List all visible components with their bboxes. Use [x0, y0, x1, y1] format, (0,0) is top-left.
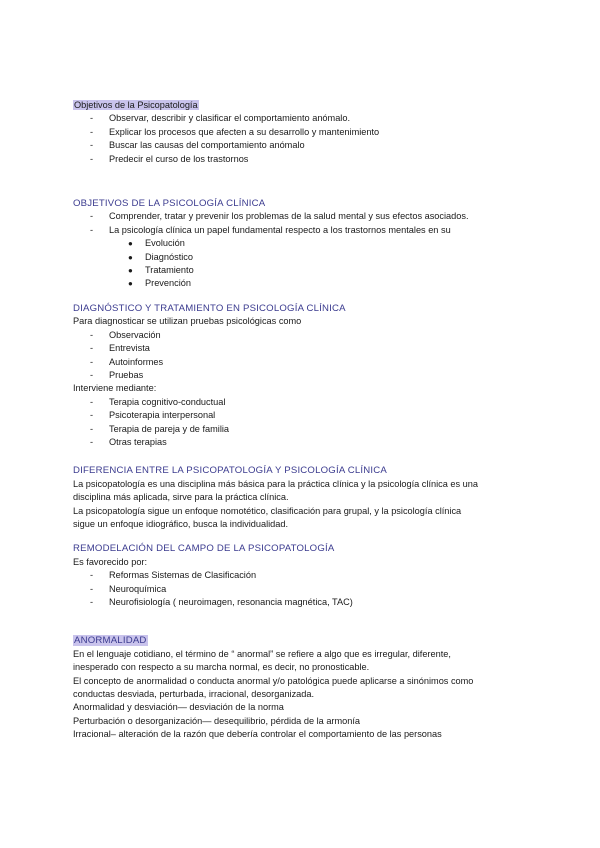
list-item-text: Observación: [109, 329, 161, 340]
document-body: [73, 99, 573, 742]
remodelacion-intro: Es favorecido por:: [73, 556, 148, 567]
list-item: [73, 409, 573, 422]
heading-anormalidad: ANORMALIDAD: [74, 635, 147, 647]
sub-list-item-text: Tratamiento: [145, 265, 194, 276]
dash-marker: -: [90, 396, 94, 407]
diferencia-line: La psicopatología sigue un enfoque nomotético, clasificación para grupal, y la psicología clínica: [73, 505, 462, 516]
list-item: [73, 329, 573, 342]
list-item-text: Neuroquímica: [109, 583, 167, 594]
bullet-marker: ●: [128, 266, 133, 276]
anormalidad-line: Anormalidad y desviación— desviación de la norma: [73, 702, 284, 713]
dash-marker: -: [90, 224, 94, 235]
anormalidad-line: conductas desviada, perturbada, irracional, desorganizada.: [73, 689, 315, 700]
anormalidad-line: Irracional– alteración de la razón que debería controlar el comportamiento de las personas: [73, 729, 442, 740]
dash-marker: -: [90, 369, 94, 380]
anormalidad-line: Perturbación o desorganización— desequilibrio, pérdida de la armonía: [73, 715, 361, 726]
diferencia-line: La psicopatología es una disciplina más básica para la práctica clínica y la psicología clínica es una: [73, 478, 478, 489]
diagnostico-intro: Para diagnosticar se utilizan pruebas psicológicas como: [73, 316, 302, 327]
list-item: [73, 139, 573, 152]
sub-list-item: [73, 237, 573, 250]
list-item: [73, 210, 573, 223]
list-item: [73, 153, 573, 166]
sub-list-item: [73, 277, 573, 290]
list-item-text: Pruebas: [109, 369, 144, 380]
list-item: [73, 224, 573, 237]
list-item-text: Neurofisiología ( neuroimagen, resonancia magnética, TAC): [109, 597, 353, 607]
list-item-text: Buscar las causas del comportamiento anómalo: [109, 140, 305, 151]
anormalidad-line: En el lenguaje cotidiano, el término de “ anormal” se refiere a algo que es irregular, diferente,: [73, 648, 451, 659]
dash-marker: -: [90, 126, 94, 137]
anormalidad-line: inesperado con respecto a su marcha normal, es decir, no pronosticable.: [73, 662, 370, 673]
dash-marker: -: [90, 153, 94, 164]
sub-list-item: [73, 251, 573, 264]
diferencia-line: sigue un enfoque idiográfico, busca la individualidad.: [73, 518, 289, 529]
dash-marker: -: [90, 436, 94, 447]
list-item-text: Entrevista: [109, 343, 150, 354]
bullet-marker: ●: [128, 279, 133, 289]
dash-marker: -: [90, 410, 94, 421]
sub-list-item-text: Evolución: [145, 238, 185, 249]
list-item-text: La psicología clínica un papel fundamental respecto a los trastornos mentales en su: [109, 224, 451, 235]
heading-diferencia: DIFERENCIA ENTRE LA PSICOPATOLOGÍA Y PSICOLOGÍA CLÍNICA: [73, 465, 388, 477]
dash-marker: -: [90, 329, 94, 340]
dash-marker: -: [90, 113, 94, 124]
sub-list-item-text: Diagnóstico: [145, 251, 194, 262]
diferencia-line: disciplina más aplicada, sirve para la práctica clínica.: [73, 492, 289, 503]
list-item: [73, 436, 573, 449]
intervencion-label: Interviene mediante:: [73, 383, 157, 394]
dash-marker: -: [90, 140, 94, 151]
list-item-text: Autoinformes: [109, 356, 164, 367]
list-item: [73, 112, 573, 125]
heading-objetivos-clinica: OBJETIVOS DE LA PSICOLOGÍA CLÍNICA: [73, 198, 266, 210]
list-item-text: Reformas Sistemas de Clasificación: [109, 570, 257, 581]
anormalidad-line: El concepto de anormalidad o conducta anormal y/o patológica puede aplicarse a sinónimos como: [73, 675, 474, 686]
dash-marker: -: [90, 356, 94, 367]
list-item: [73, 126, 573, 139]
sub-list-item-text: Prevención: [145, 278, 191, 289]
dash-marker: -: [90, 211, 94, 222]
dash-marker: -: [90, 597, 94, 607]
list-item: [73, 423, 573, 436]
list-item: [73, 342, 573, 355]
list-item-text: Predecir el curso de los trastornos: [109, 153, 249, 164]
dash-marker: -: [90, 423, 94, 434]
list-item: [73, 369, 573, 382]
list-item-text: Terapia de pareja y de familia: [109, 423, 230, 434]
list-item-text: Explicar los procesos que afecten a su desarrollo y mantenimiento: [109, 126, 380, 137]
dash-marker: -: [90, 343, 94, 354]
heading-objetivos-psicopatologia: Objetivos de la Psicopatología: [74, 100, 198, 110]
dash-marker: -: [90, 570, 94, 581]
bullet-marker: ●: [128, 252, 133, 262]
list-item: [73, 396, 573, 409]
sub-list-item: [73, 264, 573, 277]
list-item: [73, 583, 573, 596]
list-item-text: Terapia cognitivo-conductual: [109, 396, 226, 407]
list-item: [73, 569, 573, 582]
heading-remodelacion: REMODELACIÓN DEL CAMPO DE LA PSICOPATOLOGÍA: [73, 543, 335, 555]
section-objetivos-psicopatologia: [73, 99, 573, 112]
list-item-text: Comprender, tratar y prevenir los problemas de la salud mental y sus efectos asociados.: [109, 211, 469, 222]
list-item: [73, 596, 573, 609]
list-item-text: Psicoterapia interpersonal: [109, 410, 216, 421]
bullet-marker: ●: [128, 239, 133, 249]
list-item-text: Observar, describir y clasificar el comportamiento anómalo.: [109, 113, 351, 124]
dash-marker: -: [90, 583, 94, 594]
heading-diagnostico: DIAGNÓSTICO Y TRATAMIENTO EN PSICOLOGÍA CLÍNICA: [73, 302, 346, 314]
list-item: [73, 356, 573, 369]
section-anormalidad: [73, 634, 573, 647]
list-item-text: Otras terapias: [109, 436, 167, 447]
